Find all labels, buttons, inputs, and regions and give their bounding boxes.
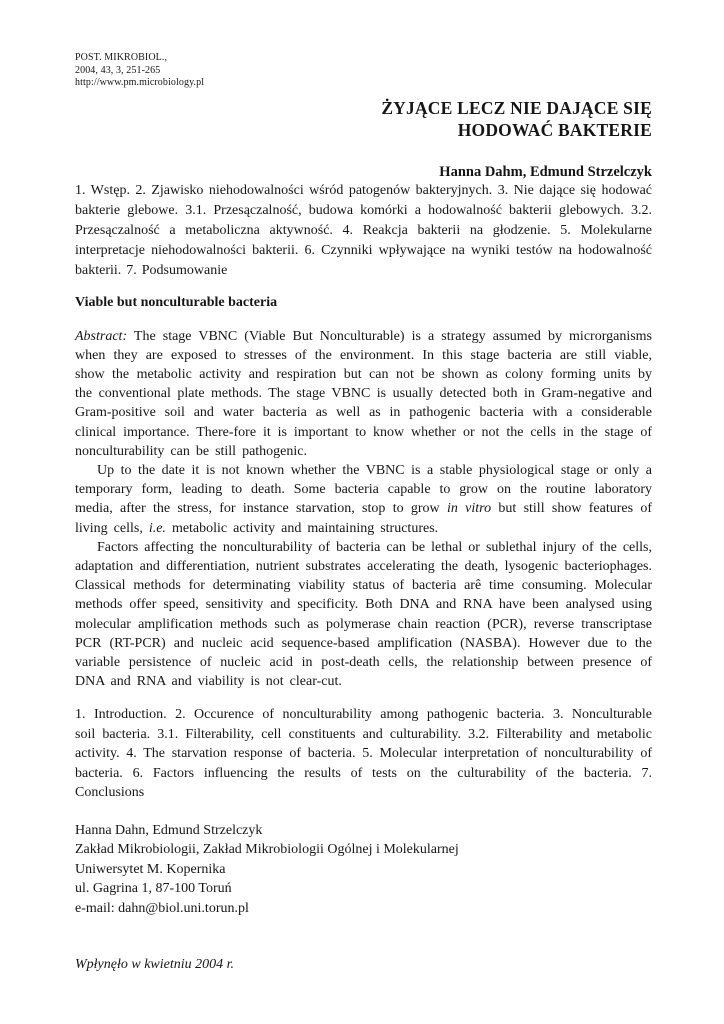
table-of-contents-polish: 1. Wstęp. 2. Zjawisko niehodowalności wśród patogenów bakteryjnych. 3. Nie dające się hodować bakterie glebowe. 3.1. Przesączalność, budowa komórki a hodowalność bakterii glebowych. 3.2. Przesączalność a metaboliczna aktywność. 4. Reakcja bakterii na głodzenie. 5. Molekularne interpretacje niehodowalności bakterii. 6. Czynniki wpływające na wyniki testów na hodowalność bakterii. 7. Podsumowanie: [75, 182, 652, 278]
article-title-line-1: ŻYJĄCE LECZ NIE DAJĄCE SIĘ: [381, 97, 652, 118]
abstract-paragraph-2-text-mid: but still show features of living cells,: [75, 501, 653, 536]
received-date-note: Wpłynęło w kwietniu 2004 r.: [75, 957, 235, 973]
contact-authors: Hanna Dahn, Edmund Strzelczyk: [75, 822, 263, 838]
article-title-line-2: HODOWAĆ BAKTERIE: [457, 119, 652, 140]
abstract-latin-term-in-vitro: in vitro: [446, 501, 492, 517]
contact-address: ul. Gagrina 1, 87-100 Toruń: [75, 881, 232, 897]
contact-department: Zakład Mikrobiologii, Zakład Mikrobiologii Ogólnej i Molekularnej: [75, 842, 459, 858]
authors-line: Hanna Dahm, Edmund Strzelczyk: [439, 163, 652, 180]
journal-name: POST. MIKROBIOL.,: [75, 52, 168, 63]
contact-email: e-mail: dahn@biol.uni.torun.pl: [75, 900, 249, 916]
section-heading: Viable but nonculturable bacteria: [75, 294, 278, 310]
abstract-block: [75, 327, 652, 692]
abstract-paragraph-2-text-post: metabolic activity and maintaining structures.: [165, 520, 439, 536]
abstract-paragraph-1: [75, 327, 652, 461]
contact-university: Uniwersytet M. Kopernika: [75, 861, 226, 877]
abstract-paragraph-3: Factors affecting the nonculturability of bacteria can be lethal or sublethal injury of the cells, adaptation and differentiation, nutrient substrates accelerating the death, lysogenic bacteriophages. Classical methods for determinating viability status of bacteria arê time consuming. Molecular methods offer speed, sensitivity and specificity. Both DNA and RNA have been analysed using molecular amplification methods such as polymerase chain reaction (PCR), reverse transcriptase PCR (RT-PCR) and nucleic acid sequence-based amplification (NASBA). However due to the variable persistence of nucleic acid in post-death cells, the relationship between presence of DNA and RNA and viability is not clear-cut.: [75, 539, 652, 690]
journal-header: [75, 52, 652, 90]
abstract-latin-term-ie: i.e.: [148, 520, 166, 536]
abstract-paragraph-2-text-pre: Up to the date it is not known whether the VBNC is a stable physiological stage or only a temporary form, leading to death. Some bacteria capable to grow on the routine laboratory media, after the stress, for instance starvation, stop to grow: [75, 462, 652, 517]
abstract-paragraph-2: [75, 461, 652, 538]
contact-block: [75, 821, 652, 919]
journal-issue-info: 2004, 43, 3, 251-265: [75, 64, 161, 76]
abstract-paragraph-1-text: The stage VBNC (Viable But Nonculturable) is a strategy assumed by microrganisms when they are exposed to stresses of the environment. In this stage bacteria are still viable, show the metabolic activity and respiration but can not be shown as colony forming units by the conventional plate methods. The stage VBNC is usually detected both in Gram-negative and Gram-positive soil and water bacteria as well as in pathogenic bacteria with a considerable clinical importance. There-fore it is important to know whether or not the cells in the stage of nonculturability can be still pathogenic.: [75, 328, 652, 459]
abstract-label: Abstract:: [75, 328, 128, 344]
article-title: [75, 97, 652, 141]
journal-url: http://www.pm.microbiology.pl: [75, 77, 205, 88]
table-of-contents-english: 1. Introduction. 2. Occurence of nonculturability among pathogenic bacteria. 3. Nonculturable soil bacteria. 3.1. Filterability, cell constituents and culturability. 3.2. Filterability and metabolic activity. 4. The starvation response of bacteria. 5. Molecular interpretation of nonculturability of bacteria. 6. Factors influencing the results of tests on the culturability of the bacteria. 7. Conclusions: [75, 707, 652, 801]
